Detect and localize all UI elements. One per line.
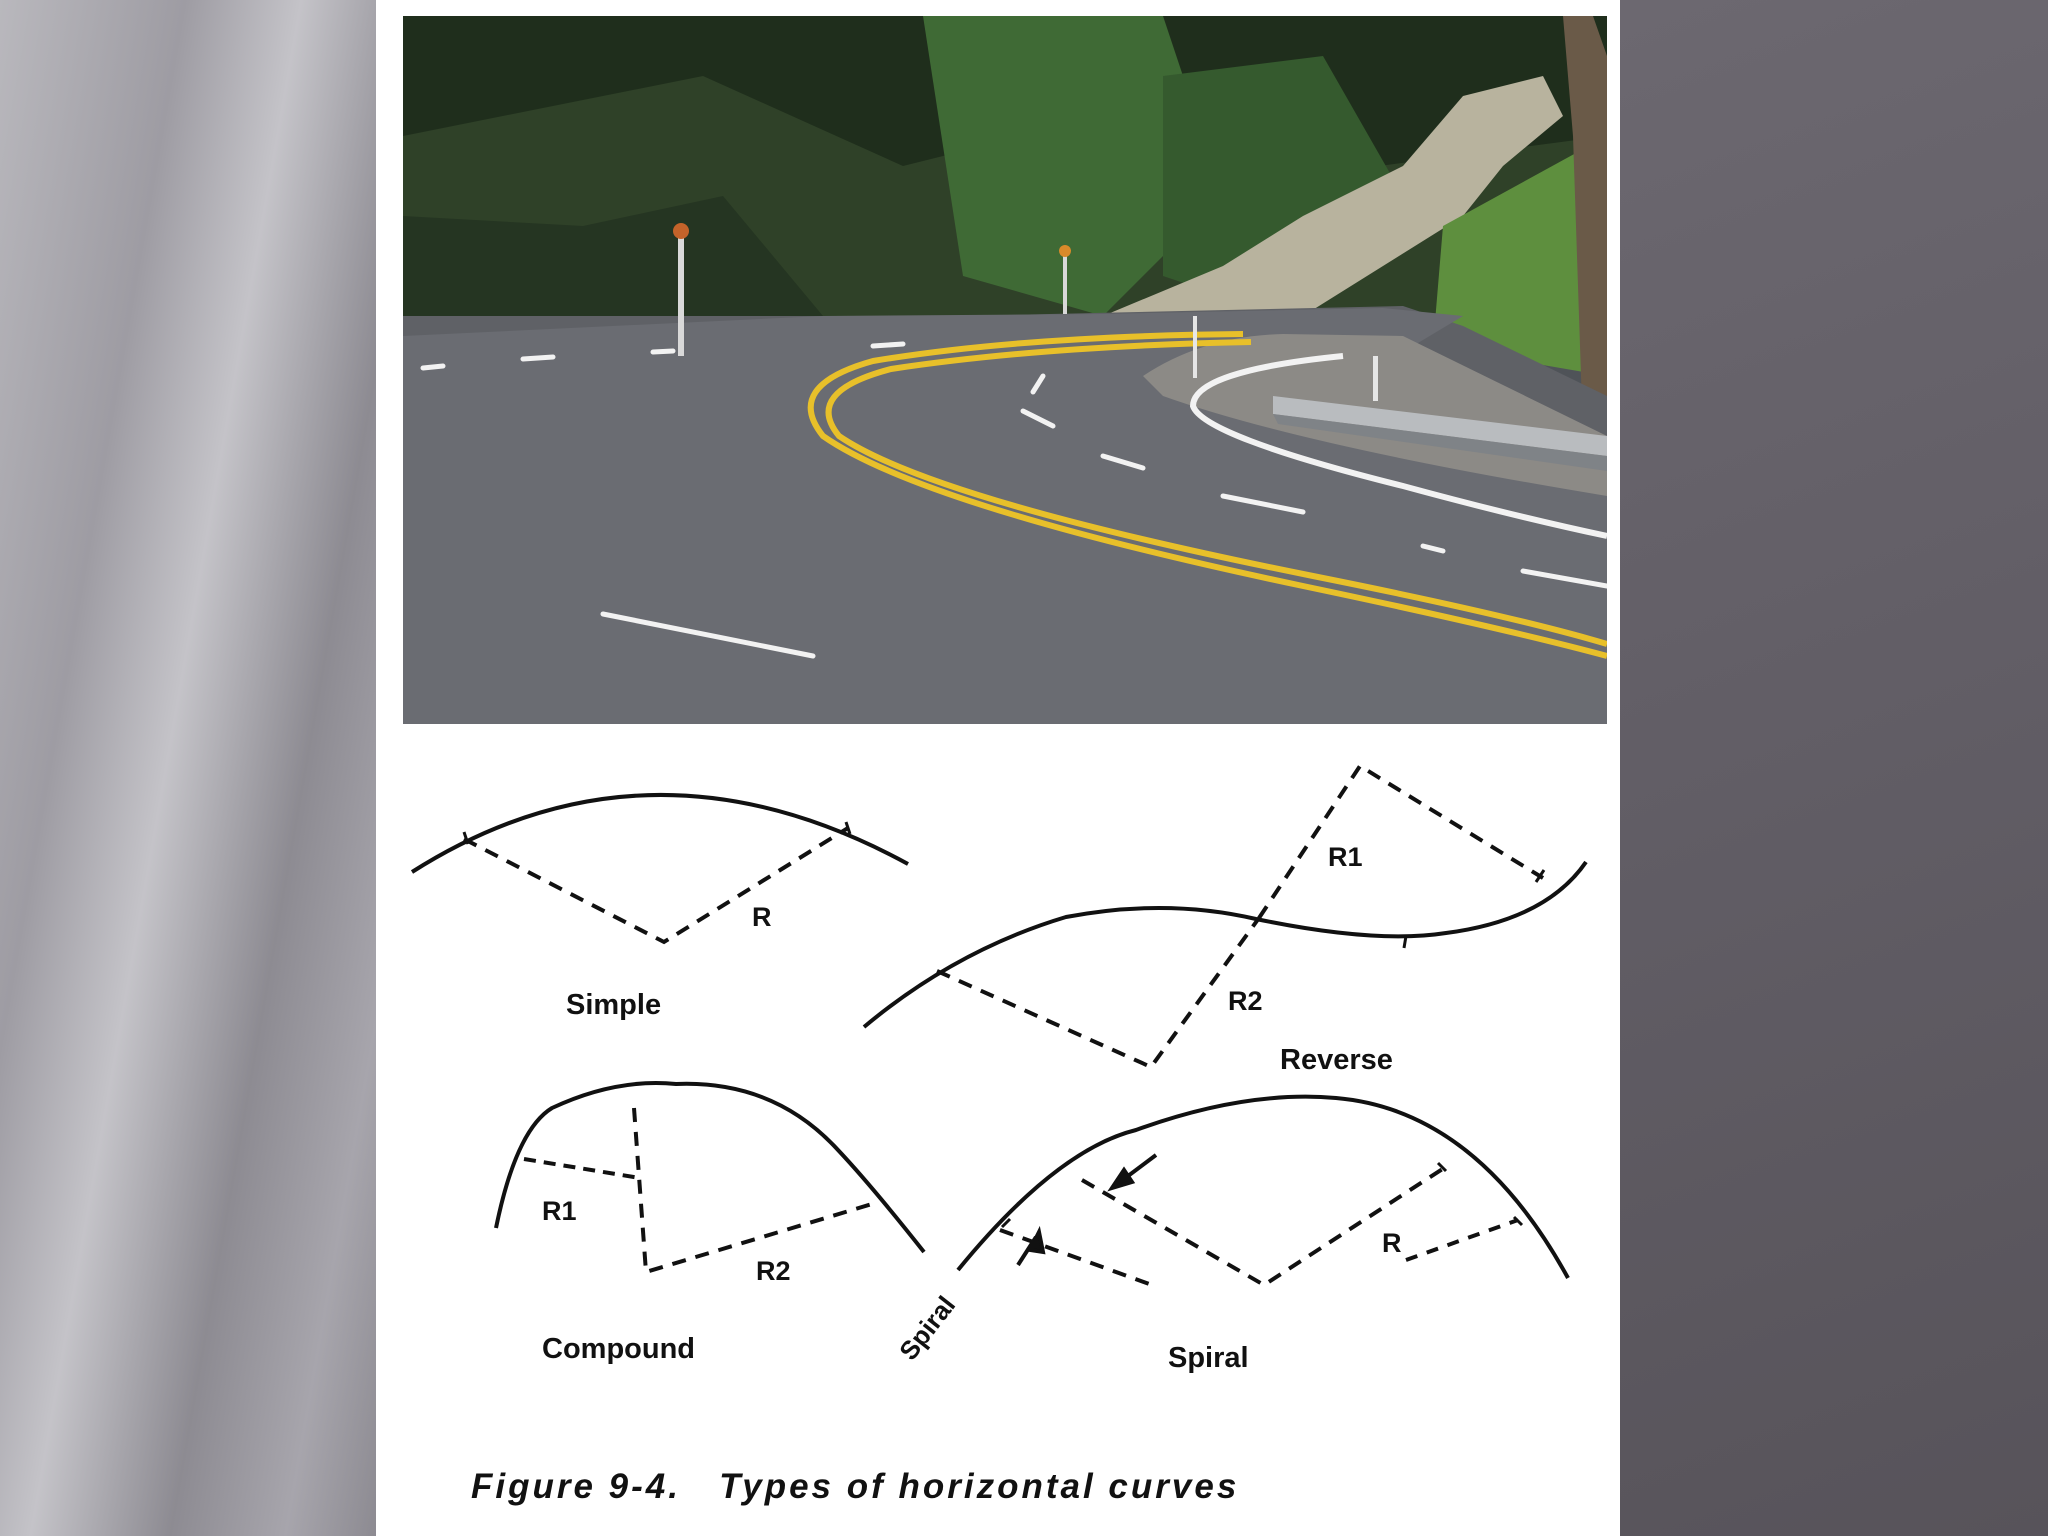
- figure-caption: Figure 9-4. Types of horizontal curves: [471, 1467, 1240, 1506]
- reverse-curve-r2-lines: [937, 918, 1259, 1067]
- simple-radius-label: R: [752, 902, 772, 932]
- road-curve-photo: [403, 16, 1607, 724]
- background-dark-panel: [1620, 0, 2048, 1536]
- spiral-curve-arc: [958, 1097, 1568, 1278]
- spiral-curve-name: Spiral: [1168, 1342, 1249, 1374]
- spiral-curve-radius-lines: [1082, 1168, 1444, 1285]
- horizontal-curves-diagram: [376, 730, 1620, 1536]
- reverse-r1-label: R1: [1328, 842, 1363, 872]
- reverse-curve-arc: [864, 862, 1586, 1027]
- compound-curve-r1-lines: [524, 1159, 640, 1178]
- spiral-side-label: Spiral: [893, 1290, 962, 1366]
- compound-r1-label: R1: [542, 1196, 577, 1226]
- reverse-r2-label: R2: [1228, 986, 1263, 1016]
- spiral-curve-r-line: [1406, 1220, 1518, 1260]
- reverse-curve-r1-lines: [1259, 766, 1543, 918]
- compound-r2-label: R2: [756, 1256, 791, 1286]
- reverse-curve-name: Reverse: [1280, 1044, 1393, 1076]
- spiral-radius-label: R: [1382, 1228, 1402, 1258]
- slide: [376, 0, 1620, 1536]
- simple-curve-radius-lines: [464, 828, 848, 942]
- compound-curve-r2-lines: [634, 1108, 872, 1272]
- simple-curve-name: Simple: [566, 989, 662, 1021]
- compound-curve-name: Compound: [542, 1333, 696, 1365]
- compound-curve-arc: [496, 1083, 924, 1252]
- simple-curve-arc: [412, 795, 908, 872]
